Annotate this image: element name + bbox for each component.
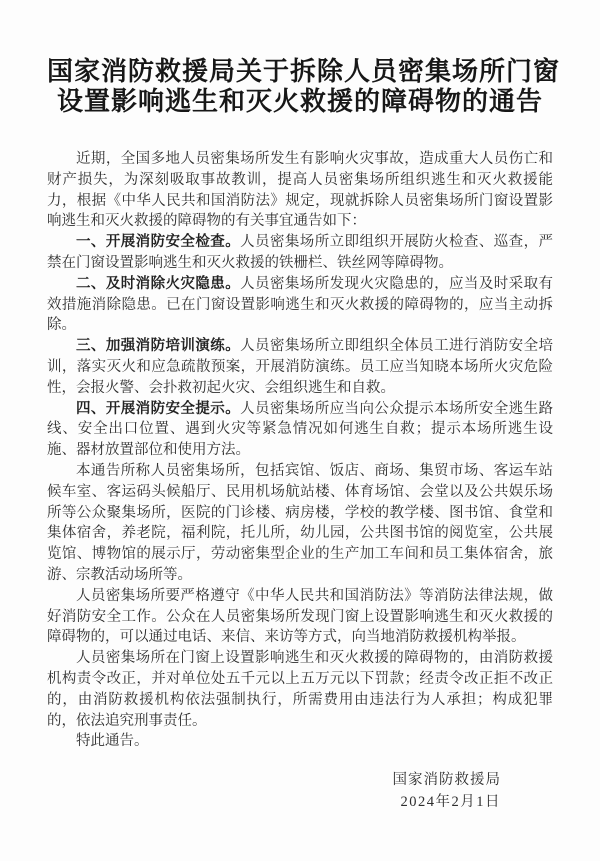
closing-text: 特此通告。 <box>76 733 149 750</box>
report-paragraph <box>47 586 553 648</box>
scope-paragraph <box>47 461 553 586</box>
intro-text: 近期，全国多地人员密集场所发生有影响火灾事故，造成重大人员伤亡和财产损失，为深刻吸取事故教训，提高人员密集场所组织逃生和灭火救援能力，根据《中华人民共和国消防法》规定，现就拆除人员密集场所门窗设置影响逃生和灭火救援的障碍物的有关事宜通告如下： <box>47 151 553 230</box>
scope-text: 本通告所称人员密集场所，包括宾馆、饭店、商场、集贸市场、客运车站候车室、客运码头候船厅、民用机场航站楼、体育场馆、会堂以及公共娱乐场所等公众聚集场所，医院的门诊楼、病房楼，学校的教学楼、图书馆、食堂和集体宿舍，养老院，福利院，托儿所，幼儿园，公共图书馆的阅览室，公共展览馆、博物馆的展示厅，劳动密集型企业的生产加工车间和员工集体宿舍，旅游、宗教活动场所等。 <box>47 462 553 583</box>
signature-block <box>47 769 553 813</box>
section-3-paragraph <box>47 336 553 398</box>
intro-paragraph <box>47 149 553 232</box>
penalty-paragraph <box>47 648 553 731</box>
document-body <box>47 149 553 752</box>
section-1-paragraph <box>47 232 553 274</box>
section-1-heading: 一、开展消防安全检查。 <box>76 234 241 251</box>
section-2-heading: 二、及时消除火灾隐患。 <box>76 275 241 292</box>
closing-line <box>47 731 553 752</box>
section-1-text: 人员密集场所立即组织开展防火检查、巡查，严禁在门窗设置影响逃生和灭火救援的铁栅栏、铁丝网等障碍物。 <box>47 234 554 271</box>
section-3-text: 人员密集场所立即组织全体员工进行消防安全培训，落实灭火和应急疏散预案，开展消防演练。员工应当知晓本场所火灾危险性，会报火警、会扑救初起火灾、会组织逃生和自救。 <box>47 338 554 396</box>
document-title <box>47 57 561 117</box>
section-4-paragraph <box>47 399 553 461</box>
signature-org: 国家消防救援局 <box>392 772 501 789</box>
section-2-text: 人员密集场所发现火灾隐患的，应当及时采取有效措施消除隐患。已在门窗设置影响逃生和灭火救援的障碍物的，应当主动拆除。 <box>47 275 554 334</box>
title-line-2: 设置影响逃生和灭火救援的障碍物的通告 <box>56 87 543 116</box>
section-3-heading: 三、加强消防培训演练。 <box>76 338 241 355</box>
section-4-text: 人员密集场所应当向公众提示本场所安全逃生路线、安全出口位置、遇到火灾等紧急情况如何逃生自救；提示本场所逃生设施、器材放置部位和使用方法。 <box>47 400 554 459</box>
penalty-text: 人员密集场所在门窗上设置影响逃生和灭火救援的障碍物的，由消防救援机构责令改正，并对单位处五千元以上五万元以下罚款；经责令改正拒不改正的，由消防救援机构依法强制执行，所需费用由违法行为人承担；构成犯罪的，依法追究刑事责任。 <box>47 650 553 729</box>
section-2-paragraph <box>47 274 553 336</box>
signature-date: 2024年2月1日 <box>400 794 501 811</box>
title-line-1: 国家消防救援局关于拆除人员密集场所门窗 <box>47 57 561 86</box>
report-text: 人员密集场所要严格遵守《中华人民共和国消防法》等消防法律法规，做好消防安全工作。公众在人员密集场所发现门窗上设置影响逃生和灭火救援的障碍物的，可以通过电话、来信、来访等方式，向当地消防救援机构举报。 <box>47 587 553 646</box>
section-4-heading: 四、开展消防安全提示。 <box>76 400 241 417</box>
